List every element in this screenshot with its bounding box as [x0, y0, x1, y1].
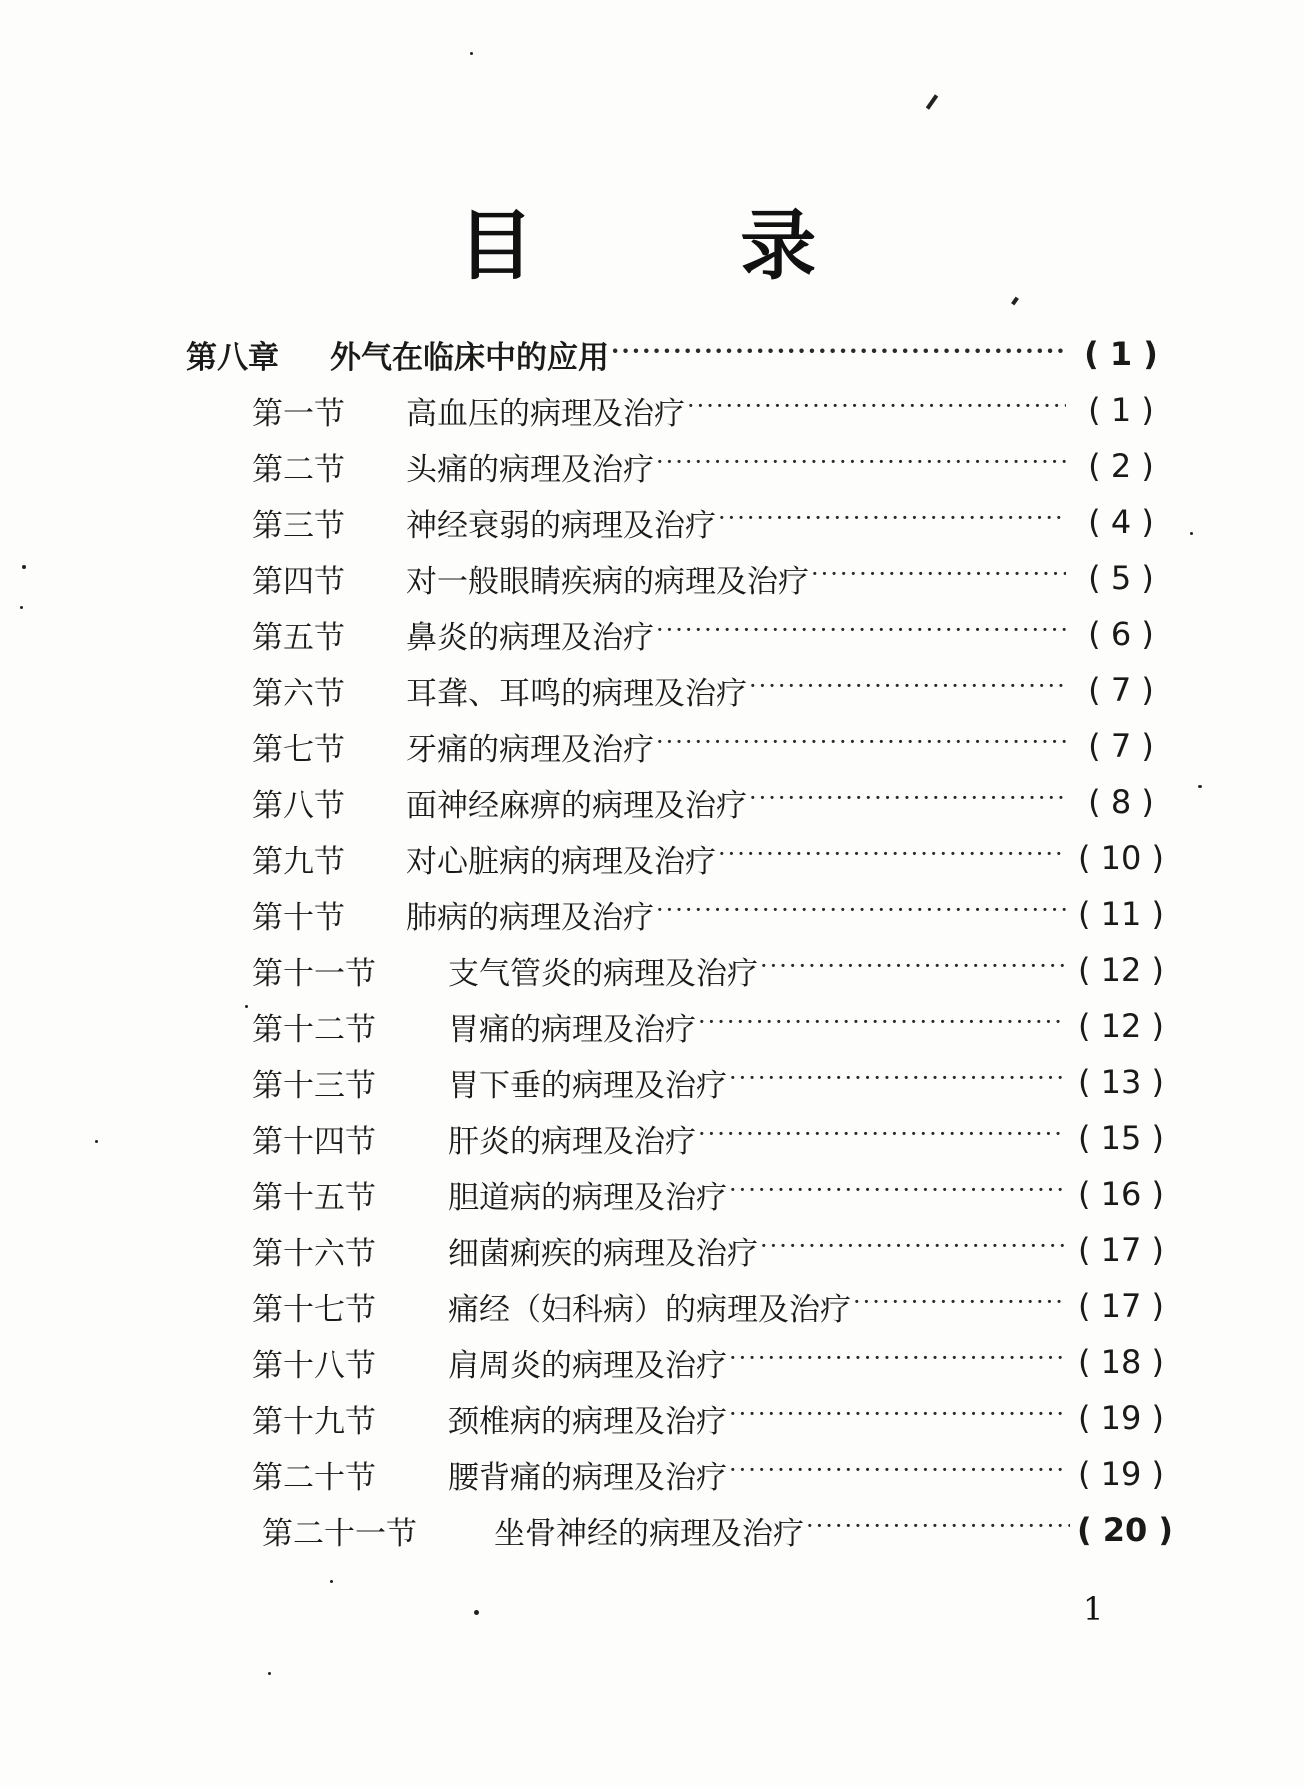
scan-speck	[330, 1580, 333, 1583]
toc-entry	[252, 1226, 1176, 1274]
scan-speck	[268, 1672, 271, 1675]
dot-leader	[696, 1002, 1066, 1050]
toc-entry-title: 颈椎病的病理及治疗	[448, 1403, 727, 1440]
toc-entry-label: 第十节	[252, 899, 345, 936]
toc-entry	[252, 498, 1176, 546]
dot-leader	[747, 778, 1066, 826]
page-title: 目 录	[457, 201, 907, 290]
toc-entry-label: 第十六节	[252, 1235, 376, 1272]
scan-speck	[20, 606, 23, 609]
toc-entry	[252, 386, 1176, 434]
toc-entry-label: 第六节	[252, 675, 345, 712]
toc-entry	[252, 554, 1176, 602]
toc-entry-page: ( 17 )	[1077, 1231, 1165, 1269]
toc-entry-label: 第十九节	[252, 1403, 376, 1440]
toc-entry-title: 耳聋、耳鸣的病理及治疗	[406, 675, 747, 712]
toc-entry-title: 细菌痢疾的病理及治疗	[448, 1235, 758, 1272]
toc-entry-title: 神经衰弱的病理及治疗	[406, 507, 716, 544]
toc-entry-page: ( 7 )	[1088, 727, 1154, 765]
toc-entry-page: ( 7 )	[1088, 671, 1154, 709]
toc-entry	[252, 890, 1176, 938]
dot-leader	[747, 666, 1066, 714]
dot-leader	[727, 1394, 1066, 1442]
toc-entry-page: ( 20 )	[1076, 1511, 1174, 1549]
scan-speck	[1198, 785, 1202, 788]
toc-entry	[252, 1002, 1176, 1050]
toc-entry-title: 头痛的病理及治疗	[406, 451, 654, 488]
dot-leader	[758, 1226, 1066, 1274]
toc-entry-page: ( 17 )	[1077, 1287, 1165, 1325]
dot-leader	[758, 946, 1066, 994]
scan-speck	[245, 1005, 248, 1008]
dot-leader	[654, 442, 1066, 490]
toc-entry-label: 第十一节	[252, 955, 376, 992]
toc-entry-title: 面神经麻痹的病理及治疗	[406, 787, 747, 824]
toc-entry-title: 腰背痛的病理及治疗	[448, 1459, 727, 1496]
toc-entry-title: 胃下垂的病理及治疗	[448, 1067, 727, 1104]
toc-entry-page: ( 13 )	[1077, 1063, 1165, 1101]
dot-leader	[804, 1506, 1070, 1554]
toc-entry-title: 胃痛的病理及治疗	[448, 1011, 696, 1048]
toc-entry	[252, 1338, 1176, 1386]
toc-entry-page: ( 19 )	[1077, 1399, 1165, 1437]
dot-leader	[654, 610, 1066, 658]
scan-mark	[926, 94, 938, 109]
toc-entry-label: 第九节	[252, 843, 345, 880]
toc-entry-label: 第十二节	[252, 1011, 376, 1048]
dot-leader	[654, 722, 1066, 770]
dot-leader	[727, 1450, 1066, 1498]
toc-entry-page: ( 8 )	[1088, 783, 1154, 821]
scan-speck	[1190, 532, 1193, 535]
scan-speck	[22, 565, 26, 569]
toc-entry-title: 对心脏病的病理及治疗	[406, 843, 716, 880]
toc-entry-page: ( 19 )	[1077, 1455, 1165, 1493]
toc-entry-label: 第五节	[252, 619, 345, 656]
toc-entry-label: 第八章	[186, 339, 279, 376]
toc-entry	[252, 778, 1176, 826]
toc-entry-title: 鼻炎的病理及治疗	[406, 619, 654, 656]
dot-leader	[727, 1338, 1066, 1386]
scan-mark	[1011, 297, 1019, 306]
toc-entry-label: 第二十一节	[262, 1515, 417, 1552]
dot-leader	[727, 1058, 1066, 1106]
toc-entry	[252, 1282, 1176, 1330]
toc-entry-title: 高血压的病理及治疗	[406, 395, 685, 432]
toc-entry-title: 外气在临床中的应用	[330, 339, 609, 376]
toc-entry-page: ( 15 )	[1077, 1119, 1165, 1157]
toc-entry-page: ( 16 )	[1077, 1175, 1165, 1213]
toc-entry-label: 第八节	[252, 787, 345, 824]
dot-leader	[809, 554, 1066, 602]
toc-entry-page: ( 5 )	[1088, 559, 1154, 597]
toc-entry-label: 第十四节	[252, 1123, 376, 1160]
toc-entry	[252, 610, 1176, 658]
dot-leader	[716, 498, 1066, 546]
toc-entry-title: 痛经（妇科病）的病理及治疗	[448, 1291, 851, 1328]
toc-entry-title: 支气管炎的病理及治疗	[448, 955, 758, 992]
toc-entry-page: ( 18 )	[1077, 1343, 1165, 1381]
dot-leader	[685, 386, 1066, 434]
dot-leader	[727, 1170, 1066, 1218]
toc-entry-page: ( 12 )	[1077, 1007, 1165, 1045]
toc-entry	[252, 1058, 1176, 1106]
toc-entry	[252, 1394, 1176, 1442]
toc-entry-label: 第二十节	[252, 1459, 376, 1496]
toc-entry	[252, 722, 1176, 770]
toc-entry-title: 对一般眼睛疾病的病理及治疗	[406, 563, 809, 600]
dot-leader	[851, 1282, 1066, 1330]
page-number: 1	[1083, 1590, 1104, 1628]
toc-entry-title: 肝炎的病理及治疗	[448, 1123, 696, 1160]
toc-entry-page: ( 1 )	[1088, 391, 1154, 429]
toc-entry-page: ( 11 )	[1077, 895, 1165, 933]
toc-entry	[252, 1450, 1176, 1498]
toc-entry-title: 牙痛的病理及治疗	[406, 731, 654, 768]
toc-entry-label: 第七节	[252, 731, 345, 768]
toc-entry	[252, 442, 1176, 490]
dot-leader	[654, 890, 1066, 938]
dot-leader	[696, 1114, 1066, 1162]
scan-speck	[95, 1140, 98, 1143]
dot-leader	[609, 330, 1066, 378]
toc-entry	[252, 946, 1176, 994]
toc-entry	[252, 1114, 1176, 1162]
toc-entry-page: ( 6 )	[1088, 615, 1154, 653]
toc-entry	[252, 666, 1176, 714]
toc-entry-page: ( 4 )	[1088, 503, 1154, 541]
toc-entry-label: 第十三节	[252, 1067, 376, 1104]
toc-entry-title: 肺病的病理及治疗	[406, 899, 654, 936]
toc-entry-label: 第十五节	[252, 1179, 376, 1216]
toc-entry-page: ( 1 )	[1084, 335, 1158, 373]
toc-entry-label: 第三节	[252, 507, 345, 544]
toc-entry-title: 坐骨神经的病理及治疗	[494, 1515, 804, 1552]
toc-entry-title: 肩周炎的病理及治疗	[448, 1347, 727, 1384]
toc-entry-page: ( 10 )	[1077, 839, 1165, 877]
toc-entry-label: 第二节	[252, 451, 345, 488]
toc-entry-label: 第四节	[252, 563, 345, 600]
dot-leader	[716, 834, 1066, 882]
toc-entry-label: 第十七节	[252, 1291, 376, 1328]
toc-entry	[252, 834, 1176, 882]
toc-entry	[186, 330, 1176, 378]
scan-speck	[470, 52, 473, 55]
toc-entry-label: 第一节	[252, 395, 345, 432]
toc-entry-page: ( 2 )	[1088, 447, 1154, 485]
toc-entry	[262, 1506, 1180, 1554]
toc-entry-page: ( 12 )	[1077, 951, 1165, 989]
toc-entry-label: 第十八节	[252, 1347, 376, 1384]
toc-entry-title: 胆道病的病理及治疗	[448, 1179, 727, 1216]
toc-entry	[252, 1170, 1176, 1218]
scan-speck	[474, 1610, 479, 1615]
